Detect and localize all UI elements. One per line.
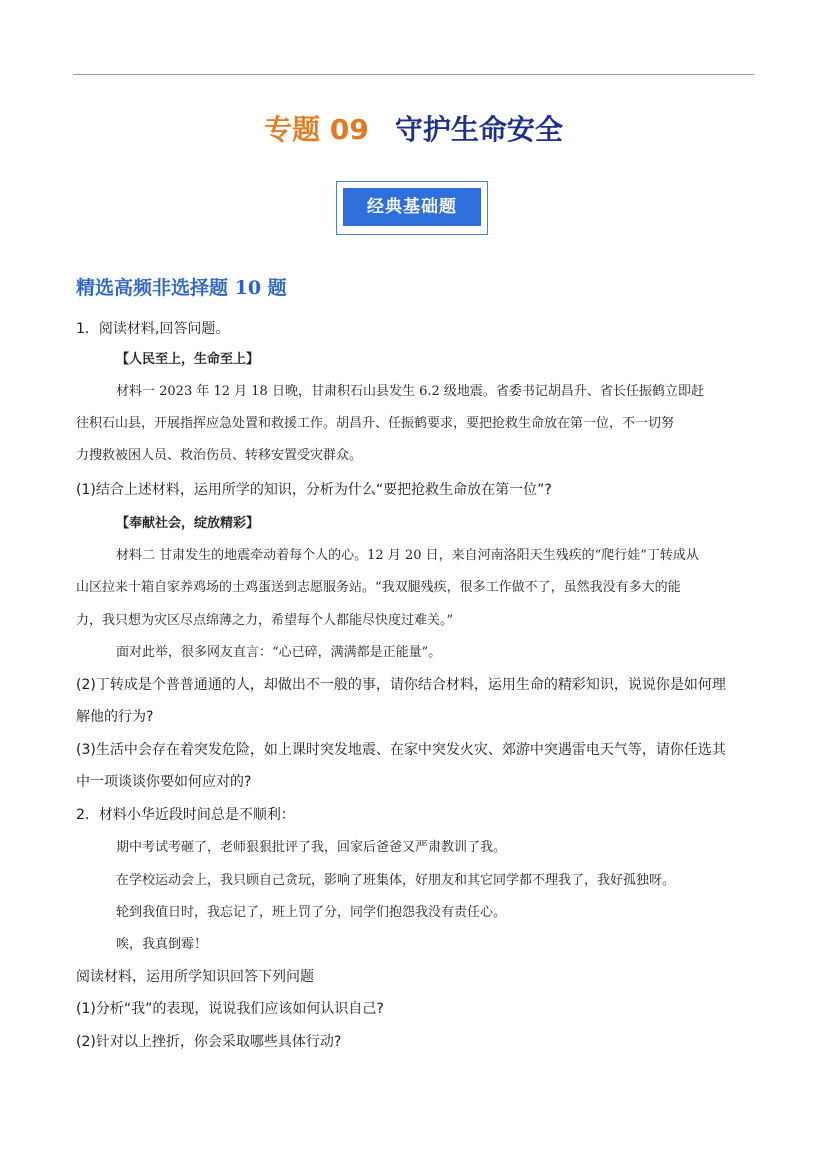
q2-subquestion-2: (2)针对以上挫折，你会采取哪些具体行动? [76, 1034, 342, 1050]
q1-subquestion-3-cont: 中一项谈谈你要如何应对的? [76, 774, 252, 790]
title-name: 守护生命安全 [394, 113, 563, 146]
q1-material-2-line: 山区拉来十箱自家养鸡场的土鸡蛋送到志愿服务站。“我双腿残疾，很多工作做不了，虽然我没有多大的能 [76, 580, 681, 595]
q2-prompt: 阅读材料，运用所学知识回答下列问题 [76, 969, 314, 985]
q2-stem: 2．材料小华近段时间总是不顺利： [76, 807, 295, 823]
q1-subquestion-3: (3)生活中会存在着突发危险，如上课时突发地震、在家中突发火灾、郊游中突遇雷电天气等，请你任选其 [76, 742, 726, 758]
category-badge [336, 181, 488, 235]
section-heading: 精选高频非选择题 10 题 [76, 277, 287, 299]
q1-heading-2: 【奉献社会，绽放精彩】 [116, 516, 260, 531]
q1-stem: 1．阅读材料,回答问题。 [76, 321, 230, 337]
title-prefix: 专题 09 [264, 113, 369, 146]
q1-material-1-line: 材料一 2023 年 12 月 18 日晚，甘肃积石山县发生 6.2 级地震。省委书记胡昌升、省长任振鹤立即赶 [116, 384, 704, 399]
q2-paragraph: 唉，我真倒霉！ [116, 937, 208, 952]
q1-material-2-line: 面对此举，很多网友直言：“心已碎，满满都是正能量”。 [116, 645, 442, 660]
q1-material-2-line: 材料二 甘肃发生的地震牵动着每个人的心。12 月 20 日，来自河南洛阳天生残疾的“爬行娃”丁转成从 [116, 548, 699, 563]
q1-material-1-line: 往积石山县，开展指挥应急处置和救援工作。胡昌升、任振鹤要求，要把抢救生命放在第一位，不一切努 [76, 416, 675, 431]
q1-subquestion-1: (1)结合上述材料，运用所学的知识，分析为什么“要把抢救生命放在第一位”? [76, 482, 552, 498]
q1-heading-1: 【人民至上，生命至上】 [116, 352, 260, 367]
page-title [0, 108, 827, 148]
q2-paragraph: 期中考试考砸了，老师狠狠批评了我，回家后爸爸又严肃教训了我。 [116, 840, 507, 855]
q2-paragraph: 轮到我值日时，我忘记了，班上罚了分，同学们抱怨我没有责任心。 [116, 905, 507, 920]
header-rule [73, 74, 754, 75]
q1-material-2-line: 力，我只想为灾区尽点绵薄之力，希望每个人都能尽快度过难关。” [76, 613, 454, 628]
q1-subquestion-2-cont: 解他的行为? [76, 709, 154, 725]
q2-subquestion-1: (1)分析“我”的表现，说说我们应该如何认识自己? [76, 1001, 384, 1017]
q1-subquestion-2: (2)丁转成是个普普通通的人，却做出不一般的事，请你结合材料，运用生命的精彩知识，说说你是如何理 [76, 677, 726, 693]
q1-material-1-line: 力搜救被困人员、救治伤员、转移安置受灾群众。 [76, 448, 363, 463]
q2-paragraph: 在学校运动会上，我只顾自己贪玩，影响了班集体，好朋友和其它同学都不理我了，我好孤独呀。 [116, 873, 676, 888]
badge-label: 经典基础题 [343, 188, 481, 226]
